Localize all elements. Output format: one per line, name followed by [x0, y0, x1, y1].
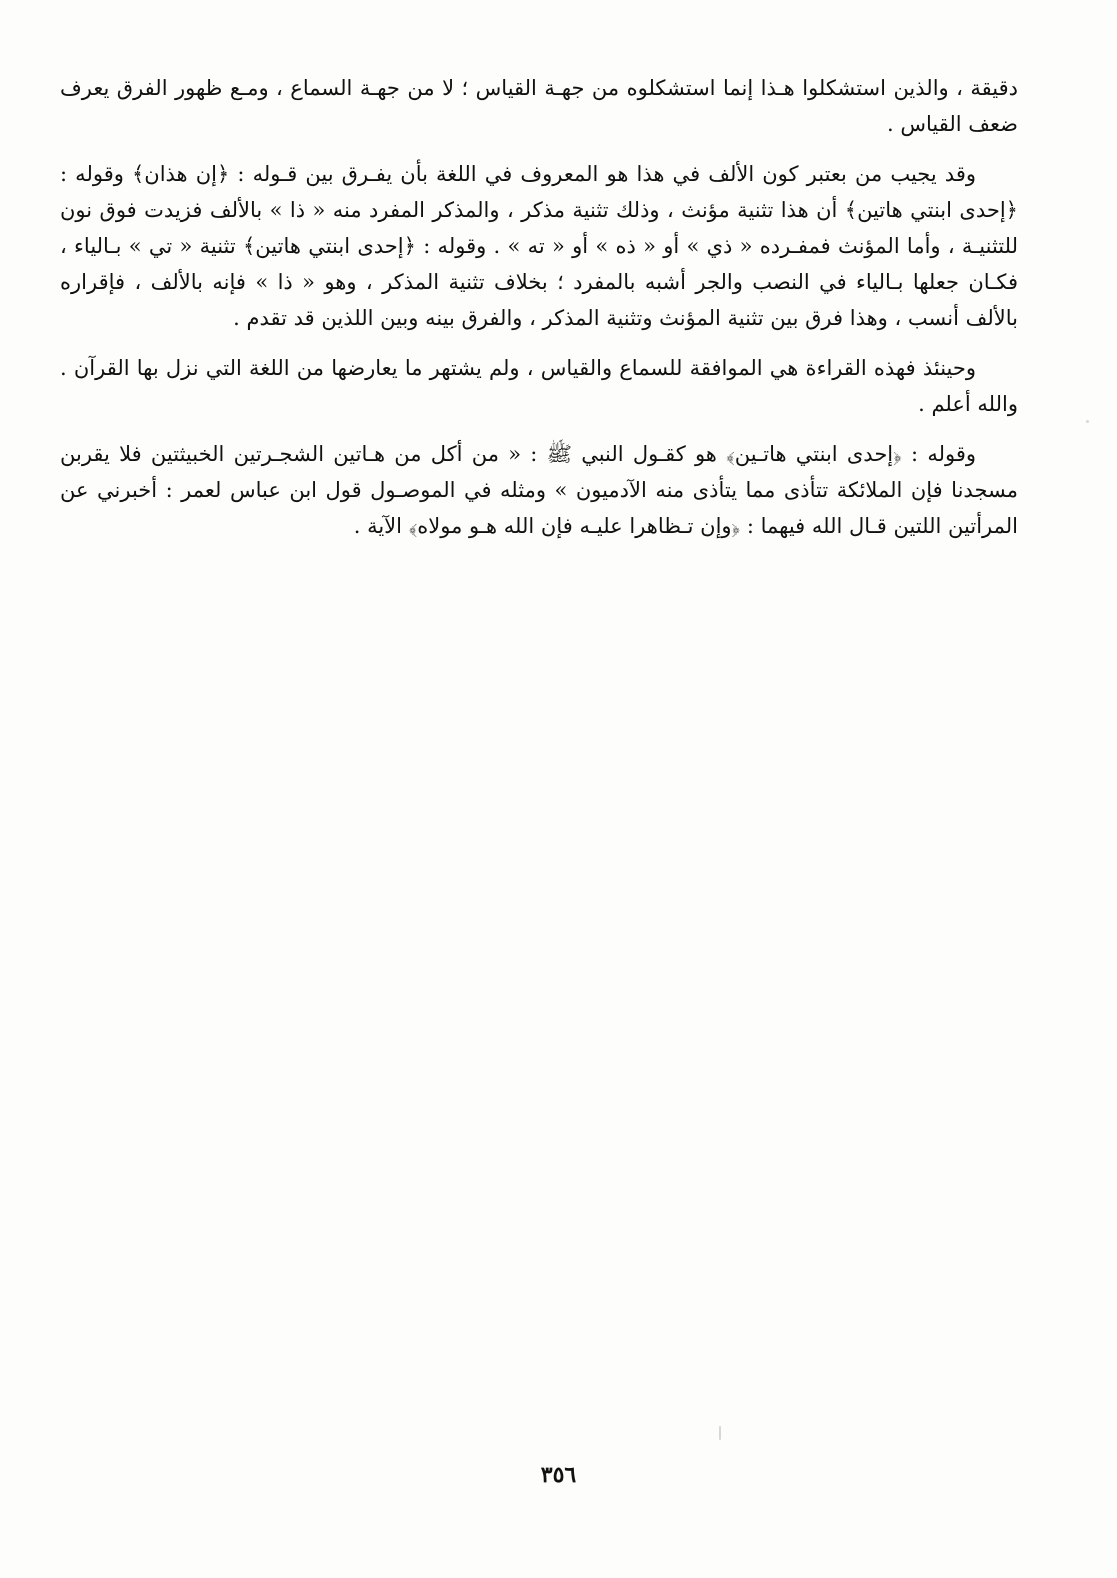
paragraph-2: وقد يجيب من بعتبر كون الألف في هذا هو المعروف في اللغة بأن يفـرق بين قـوله : ﴿إن هذان﴾ وقوله : ﴿إحدى ابنتي هاتين﴾ أن هذا تثنية مؤنث ، وذلك تثنية مذكر ، والمذكر المفرد منه « ذا » بالألف فزيدت فوق نون للتثنيـة ، وأما المؤنث فمفـرده « ذي » أو « ذه » أو « ته » . وقوله : ﴿إحدى ابنتي هاتين﴾ تثنية « تي » بـالياء ، فكـان جعلها بـالياء في النصب والجر أشبه بالمفرد ؛ بخلاف تثنية المذكر ، وهو « ذا » فإنه بالألف ، فإقراره بالألف أنسب ، وهذا فرق بين تثنية المؤنث وتثنية المذكر ، والفرق بينه وبين اللذين قد تقدم . — [60, 162, 1018, 330]
scan-speck — [1086, 420, 1089, 423]
paragraph-1: دقيقة ، والذين استشكلوا هـذا إنما استشكلوه من جهـة القياس ؛ لا من جهـة السماع ، ومـع ظهور الفرق يعرف ضعف القياس . — [60, 76, 1018, 136]
scan-speck — [719, 1426, 721, 1440]
body-text — [60, 70, 1018, 558]
paragraph-4: وقوله : ﴿إحدى ابنتي هاتـين﴾ هو كقـول النبي ﷺ : « من أكل من هـاتين الشجـرتين الخبيثتين فلا يقربن مسجدنا فإن الملائكة تتأذى مما يتأذى منه الآدميون » ومثله في الموصـول قول ابن عباس لعمر : أخبرني عن المرأتين اللتين قـال الله فيهما : ﴿وإن تـظاهرا عليـه فإن الله هـو مولاه﴾ الآية . — [60, 442, 1018, 538]
page-number: ٣٥٦ — [540, 1462, 577, 1488]
paragraph-3: وحينئذ فهذه القراءة هي الموافقة للسماع والقياس ، ولم يشتهر ما يعارضها من اللغة التي نزل بها القرآن . والله أعلم . — [60, 356, 1018, 416]
